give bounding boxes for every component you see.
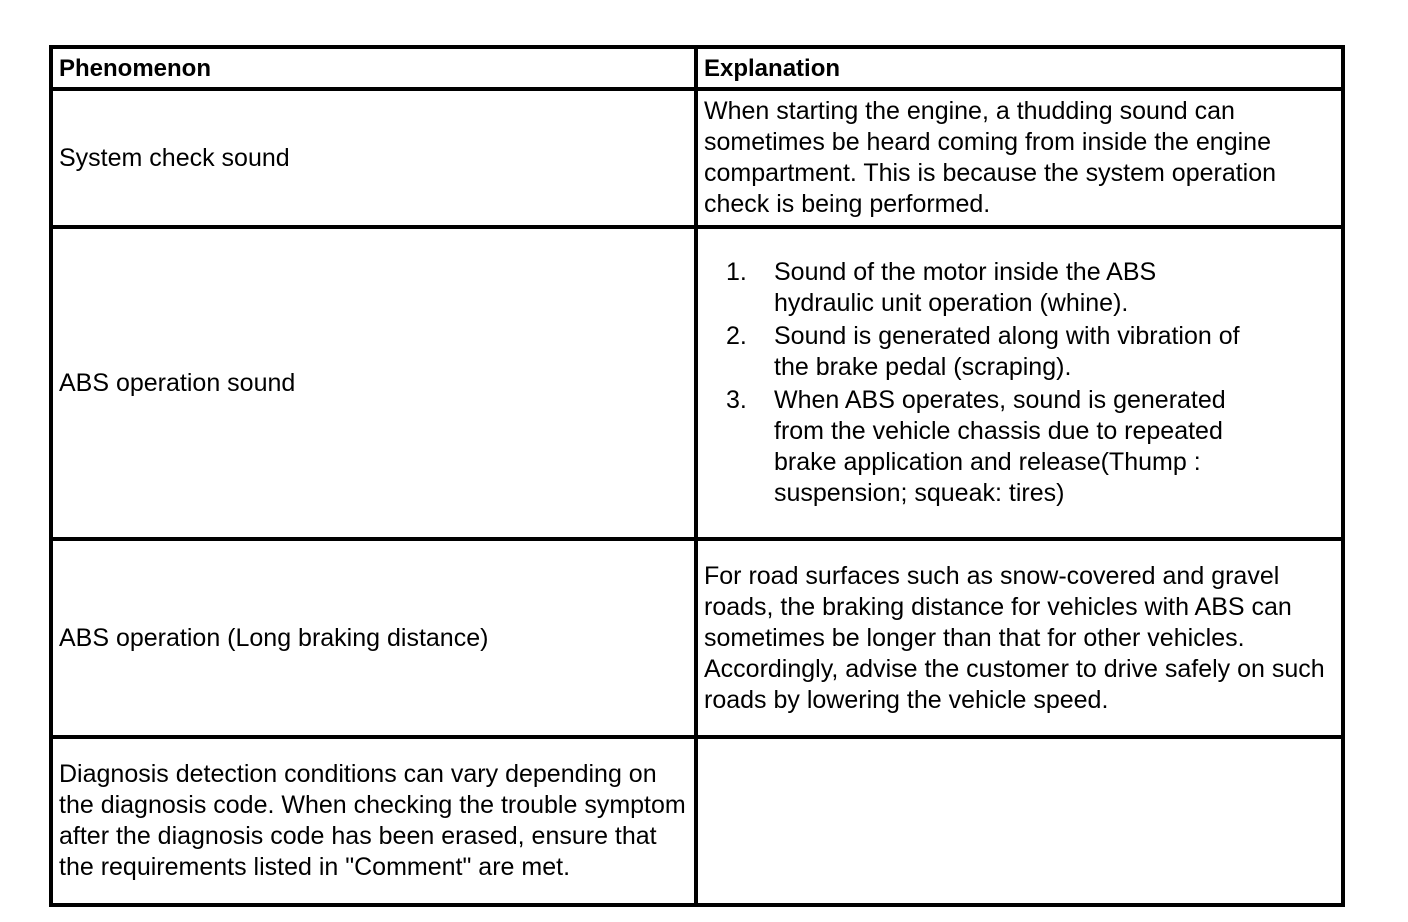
phenomenon-cell: Diagnosis detection conditions can vary depending on the diagnosis code. When checking the trouble symptom after the diagnosis code has been erased, ensure that the requirements listed in "Comment" are met.: [51, 737, 696, 905]
column-header-explanation: Explanation: [696, 47, 1343, 89]
table-header-row: [51, 47, 1343, 89]
table-row: [51, 737, 1343, 905]
explanation-cell: [696, 737, 1343, 905]
phenomenon-cell: System check sound: [51, 89, 696, 227]
phenomenon-cell: ABS operation sound: [51, 227, 696, 539]
list-item-number: 1.: [726, 258, 747, 286]
explanation-numbered-list: [704, 257, 1337, 509]
list-item-text: When ABS operates, sound is generated from the vehicle chassis due to repeated brake application and release(Thump : suspension; squeak: tires): [774, 386, 1226, 507]
explanation-cell: When starting the engine, a thudding sound can sometimes be heard coming from inside the engine compartment. This is because the system operation check is being performed.: [696, 89, 1343, 227]
list-item-number: 3.: [726, 386, 747, 414]
phenomenon-cell: ABS operation (Long braking distance): [51, 539, 696, 737]
explanation-cell: For road surfaces such as snow-covered and gravel roads, the braking distance for vehicles with ABS can sometimes be longer than that for other vehicles. Accordingly, advise the customer to drive safely on such roads by lowering the vehicle speed.: [696, 539, 1343, 737]
column-header-phenomenon: Phenomenon: [51, 47, 696, 89]
list-item: [704, 321, 1337, 383]
explanation-cell: [696, 227, 1343, 539]
list-item: [704, 385, 1337, 509]
list-item-text: Sound is generated along with vibration of the brake pedal (scraping).: [774, 322, 1240, 381]
list-item-text: Sound of the motor inside the ABS hydraulic unit operation (whine).: [774, 258, 1157, 317]
phenomenon-table: [49, 45, 1345, 907]
list-item-number: 2.: [726, 322, 747, 350]
table-row: [51, 539, 1343, 737]
table-row: [51, 89, 1343, 227]
table-row: [51, 227, 1343, 539]
list-item: [704, 257, 1337, 319]
